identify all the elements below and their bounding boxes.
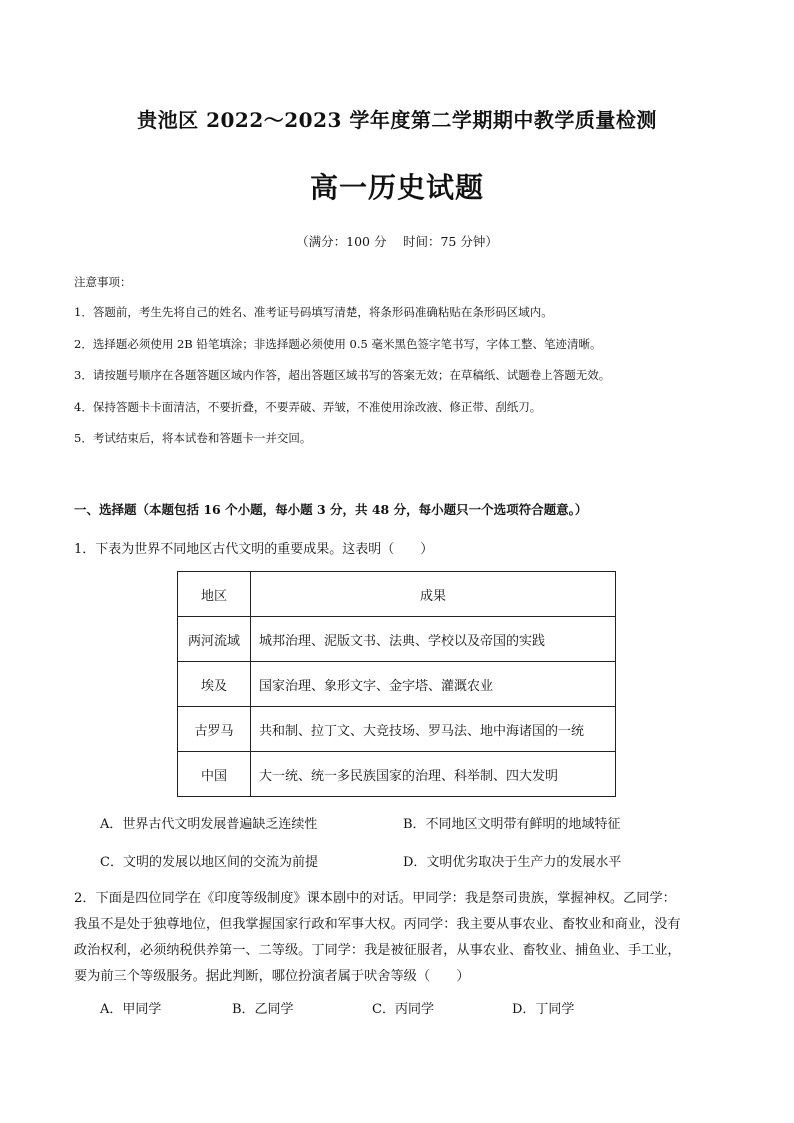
table-cell-region: 古罗马 — [178, 707, 251, 752]
table-row — [178, 662, 616, 707]
question-2-stem — [74, 886, 724, 990]
exam-info: （满分：100 分 时间：75 分钟） — [296, 234, 498, 249]
note-item: 1．答题前，考生先将自己的姓名、准考证号码填写清楚，将条形码准确粘贴在条形码区域内。 — [74, 305, 553, 319]
subject-title: 高一历史试题 — [309, 171, 484, 204]
question-2-stem-line: 2．下面是四位同学在《印度等级制度》课本剧中的对话。甲同学：我是祭司贵族，掌握神权。乙同学： — [74, 891, 676, 906]
option-a[interactable]: A．世界古代文明发展普遍缺乏连续性 — [100, 817, 318, 832]
option-d[interactable]: D．丁同学 — [512, 1002, 575, 1017]
table-row — [178, 617, 616, 662]
table-row — [178, 752, 616, 797]
note-item: 5．考试结束后，将本试卷和答题卡一并交回。 — [74, 431, 312, 445]
option-b[interactable]: B．不同地区文明带有鲜明的地域特征 — [403, 817, 621, 832]
exam-header-title: 贵池区 2022～2023 学年度第二学期期中教学质量检测 — [137, 108, 657, 132]
notes-heading: 注意事项： — [74, 275, 132, 289]
table-cell-achievements: 大一统、统一多民族国家的治理、科举制、四大发明 — [251, 752, 616, 797]
question-2-stem-line: 政治权利，必须纳税供养第一、二等级。丁同学：我是被征服者，从事农业、畜牧业、捕鱼业、手工业， — [74, 943, 681, 958]
question-1-stem: 1．下表为世界不同地区古代文明的重要成果。这表明（ ） — [74, 542, 434, 557]
table-cell-region: 埃及 — [178, 662, 251, 707]
notes-section — [74, 272, 734, 450]
achievements-table — [177, 571, 616, 797]
table-header-region: 地区 — [178, 572, 251, 617]
table-cell-region: 中国 — [178, 752, 251, 797]
table-cell-achievements: 城邦治理、泥版文书、法典、学校以及帝国的实践 — [251, 617, 616, 662]
option-b[interactable]: B．乙同学 — [232, 1002, 294, 1017]
note-item: 3．请按题号顺序在各题答题区域内作答，超出答题区域书写的答案无效；在草稿纸、试题卷上答题无效。 — [74, 368, 611, 382]
section-heading: 一、选择题（本题包括 16 个小题，每小题 3 分，共 48 分，每小题只一个选项符合题意。） — [74, 502, 588, 517]
table-cell-achievements: 共和制、拉丁文、大竞技场、罗马法、地中海诸国的一统 — [251, 707, 616, 752]
option-d[interactable]: D．文明优劣取决于生产力的发展水平 — [403, 855, 622, 870]
table-cell-achievements: 国家治理、象形文字、金字塔、灌溉农业 — [251, 662, 616, 707]
question-2-stem-line: 我虽不是处于独尊地位，但我掌握国家行政和军事大权。丙同学：我主要从事农业、畜牧业和商业，没有 — [74, 917, 681, 932]
question-2-stem-line: 要为前三个等级服务。据此判断，哪位扮演者属于吠舍等级（ ） — [74, 969, 470, 984]
option-a[interactable]: A．甲同学 — [100, 1002, 162, 1017]
option-c[interactable]: C．文明的发展以地区间的交流为前提 — [100, 855, 318, 870]
table-row — [178, 707, 616, 752]
table-cell-region: 两河流域 — [178, 617, 251, 662]
note-item: 2．选择题必须使用 2B 铅笔填涂；非选择题必须使用 0.5 毫米黑色签字笔书写，字体工整、笔迹清晰。 — [74, 336, 602, 351]
table-header-achievements: 成果 — [251, 572, 616, 617]
option-c[interactable]: C．丙同学 — [372, 1002, 434, 1017]
note-item: 4．保持答题卡卡面清洁，不要折叠，不要弄破、弄皱，不准使用涂改液、修正带、刮纸刀。 — [74, 399, 542, 414]
table-header-row — [178, 572, 616, 617]
